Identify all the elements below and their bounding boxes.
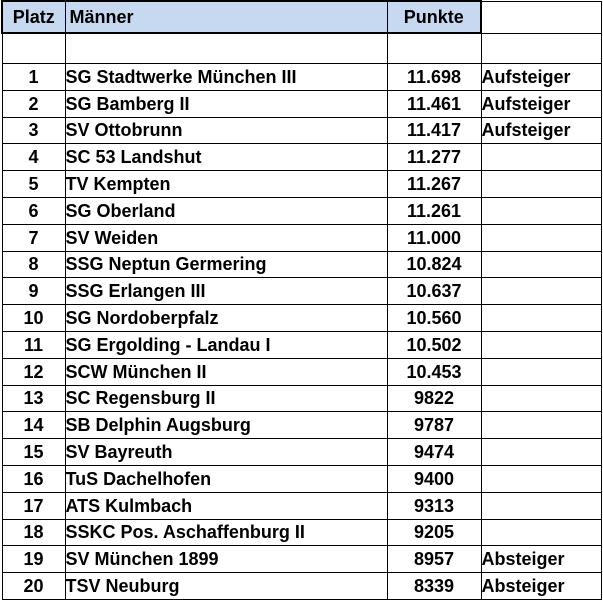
table-row [2, 412, 601, 439]
team-cell: ATS Kulmbach [65, 492, 387, 519]
rank-cell: 14 [2, 412, 65, 439]
points-cell: 9205 [387, 519, 481, 546]
rank-cell: 4 [2, 144, 65, 171]
points-cell: 10.824 [387, 251, 481, 278]
team-cell: SG Stadtwerke München III [65, 64, 387, 91]
header-points: Punkte [387, 1, 481, 33]
table-row [2, 519, 601, 546]
points-cell: 10.453 [387, 358, 481, 385]
header-team: Männer [65, 1, 387, 33]
status-cell [481, 197, 601, 224]
team-cell: SV München 1899 [65, 546, 387, 573]
table-row [2, 278, 601, 305]
status-cell [481, 144, 601, 171]
points-cell: 8957 [387, 546, 481, 573]
header-row [2, 1, 601, 33]
rank-cell: 16 [2, 465, 65, 492]
table-row [2, 144, 601, 171]
empty-cell [387, 33, 481, 64]
rank-cell: 20 [2, 573, 65, 600]
status-cell [481, 412, 601, 439]
points-cell: 9822 [387, 385, 481, 412]
status-cell: Absteiger [481, 573, 601, 600]
rank-cell: 7 [2, 224, 65, 251]
rank-cell: 15 [2, 439, 65, 466]
team-cell: SG Ergolding - Landau I [65, 331, 387, 358]
table-row [2, 197, 601, 224]
status-cell [481, 251, 601, 278]
rank-cell: 5 [2, 171, 65, 198]
points-cell: 11.000 [387, 224, 481, 251]
empty-cell [481, 33, 601, 64]
rank-cell: 2 [2, 90, 65, 117]
team-cell: SC 53 Landshut [65, 144, 387, 171]
status-cell [481, 171, 601, 198]
team-cell: TV Kempten [65, 171, 387, 198]
team-cell: TSV Neuburg [65, 573, 387, 600]
team-cell: SG Oberland [65, 197, 387, 224]
points-cell: 10.502 [387, 331, 481, 358]
status-cell [481, 278, 601, 305]
status-cell [481, 465, 601, 492]
status-cell [481, 385, 601, 412]
status-cell [481, 358, 601, 385]
status-cell: Aufsteiger [481, 64, 601, 91]
points-cell: 9787 [387, 412, 481, 439]
points-cell: 11.267 [387, 171, 481, 198]
rank-cell: 17 [2, 492, 65, 519]
rank-cell: 10 [2, 305, 65, 332]
rank-cell: 1 [2, 64, 65, 91]
table-row [2, 385, 601, 412]
table-row [2, 439, 601, 466]
rank-cell: 9 [2, 278, 65, 305]
rank-cell: 8 [2, 251, 65, 278]
rank-cell: 18 [2, 519, 65, 546]
status-cell: Absteiger [481, 546, 601, 573]
table-row [2, 64, 601, 91]
status-cell [481, 224, 601, 251]
team-cell: SSG Neptun Germering [65, 251, 387, 278]
table-row [2, 331, 601, 358]
points-cell: 8339 [387, 573, 481, 600]
points-cell: 11.461 [387, 90, 481, 117]
empty-cell [65, 33, 387, 64]
team-cell: SV Ottobrunn [65, 117, 387, 144]
empty-row [2, 33, 601, 64]
team-cell: SC Regensburg II [65, 385, 387, 412]
standings-table [1, 0, 602, 600]
table-row [2, 358, 601, 385]
table-row [2, 251, 601, 278]
points-cell: 9313 [387, 492, 481, 519]
team-cell: SSKC Pos. Aschaffenburg II [65, 519, 387, 546]
points-cell: 10.637 [387, 278, 481, 305]
rank-cell: 3 [2, 117, 65, 144]
rank-cell: 13 [2, 385, 65, 412]
team-cell: TuS Dachelhofen [65, 465, 387, 492]
table-row [2, 117, 601, 144]
team-cell: SG Nordoberpfalz [65, 305, 387, 332]
table-row [2, 305, 601, 332]
status-cell [481, 519, 601, 546]
rank-cell: 19 [2, 546, 65, 573]
team-cell: SG Bamberg II [65, 90, 387, 117]
points-cell: 10.560 [387, 305, 481, 332]
points-cell: 11.261 [387, 197, 481, 224]
points-cell: 11.698 [387, 64, 481, 91]
status-cell [481, 331, 601, 358]
status-cell [481, 492, 601, 519]
team-cell: SV Weiden [65, 224, 387, 251]
status-cell [481, 305, 601, 332]
table-row [2, 492, 601, 519]
header-platz: Platz [2, 1, 65, 33]
empty-cell [2, 33, 65, 64]
points-cell: 11.277 [387, 144, 481, 171]
table-row [2, 90, 601, 117]
points-cell: 9400 [387, 465, 481, 492]
status-cell [481, 439, 601, 466]
table-row [2, 171, 601, 198]
rank-cell: 12 [2, 358, 65, 385]
table-row [2, 465, 601, 492]
table-row [2, 573, 601, 600]
team-cell: SV Bayreuth [65, 439, 387, 466]
team-cell: SSG Erlangen III [65, 278, 387, 305]
team-cell: SCW München II [65, 358, 387, 385]
rank-cell: 6 [2, 197, 65, 224]
table-row [2, 546, 601, 573]
team-cell: SB Delphin Augsburg [65, 412, 387, 439]
status-cell: Aufsteiger [481, 90, 601, 117]
table-row [2, 224, 601, 251]
header-status [481, 1, 601, 33]
points-cell: 11.417 [387, 117, 481, 144]
status-cell: Aufsteiger [481, 117, 601, 144]
points-cell: 9474 [387, 439, 481, 466]
rank-cell: 11 [2, 331, 65, 358]
